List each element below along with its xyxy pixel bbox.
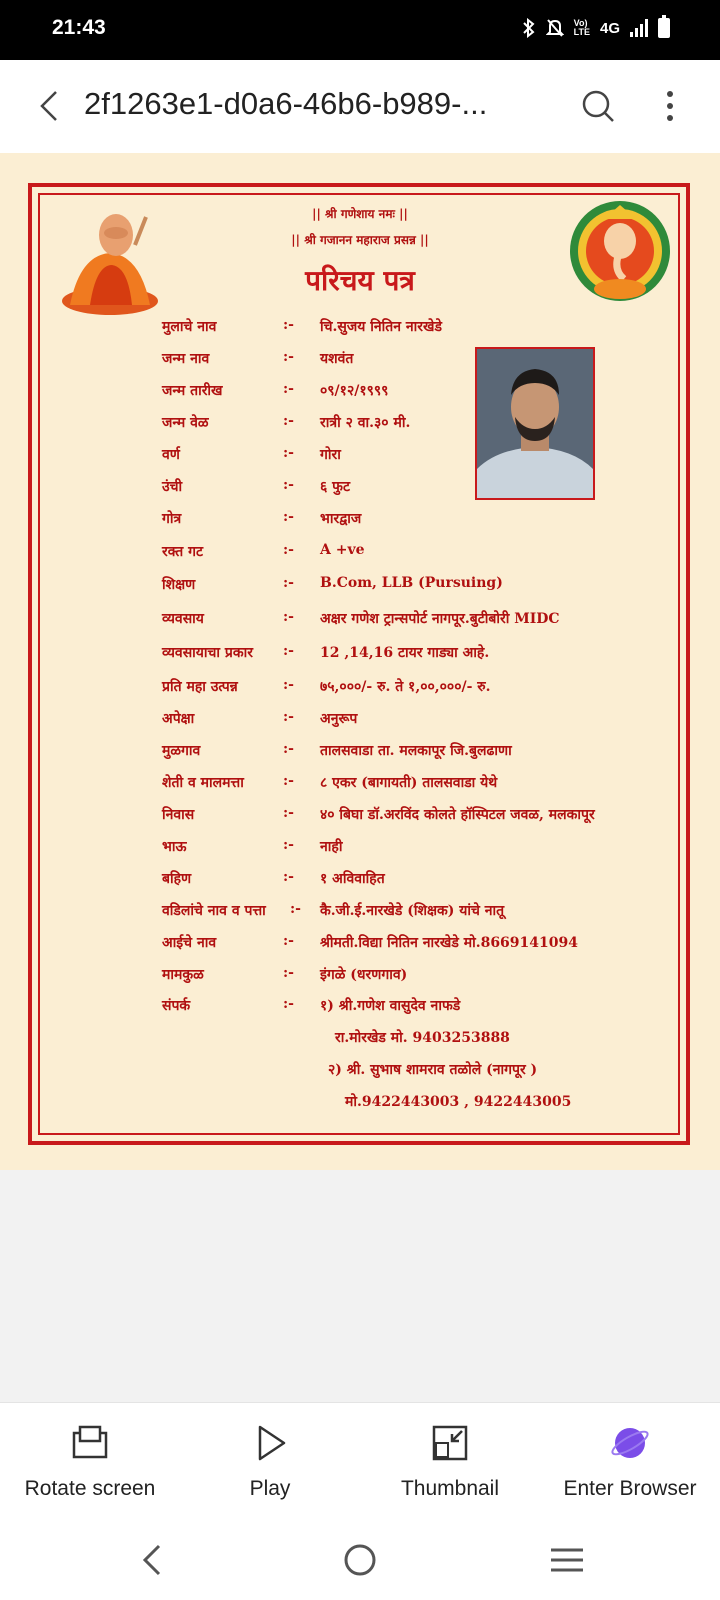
field-label: आईचे नाव — [162, 935, 217, 951]
status-time: 21:43 — [52, 16, 106, 39]
field-value: यशवंत — [320, 351, 354, 367]
field-label: मामकुळ — [162, 967, 204, 983]
field-label: वडिलांचे नाव व पत्ता — [162, 903, 266, 919]
field-value: रात्री २ वा.३० मी. — [320, 415, 411, 431]
field-separator: :- — [283, 996, 294, 1012]
field-value: ०९/१२/१९९९ — [320, 383, 389, 399]
field-label: जन्म नाव — [162, 351, 210, 367]
field-value: ८ एकर (बागायती) तालसवाडा येथे — [320, 775, 498, 791]
file-title: 2f1263e1-d0a6-46b6-b989-... — [84, 86, 488, 121]
field-separator: :- — [283, 869, 294, 885]
field-separator: :- — [283, 477, 294, 493]
field-separator: :- — [283, 542, 294, 558]
candidate-photo — [475, 347, 595, 500]
bottom-toolbar — [0, 1402, 720, 1521]
field-separator: :- — [283, 509, 294, 525]
field-separator: :- — [283, 965, 294, 981]
field-value: इंगळे (धरणगाव) — [320, 967, 408, 983]
field-value: भारद्वाज — [320, 511, 362, 527]
field-label: मुलाचे नाव — [162, 319, 217, 335]
thumbnail-label: Thumbnail — [400, 1477, 500, 1500]
field-value: A +ve — [320, 542, 365, 558]
contact-line-3: २) श्री. सुभाष शामराव तळोले (नागपूर ) — [328, 1062, 538, 1078]
rotate-screen-icon — [70, 1423, 110, 1463]
status-bar — [0, 0, 720, 60]
field-value: तालसवाडा ता. मलकापूर जि.बुलढाणा — [320, 743, 512, 759]
field-value: कै.जी.ई.नारखेडे (शिक्षक) यांचे नातू — [320, 903, 505, 919]
rotate-screen-label: Rotate screen — [24, 1477, 156, 1500]
field-label: जन्म वेळ — [162, 415, 209, 431]
field-value: नाही — [320, 839, 343, 855]
field-value: अक्षर गणेश ट्रान्सपोर्ट नागपूर.बुटीबोरी MIDC — [320, 611, 560, 627]
more-options-icon[interactable] — [650, 86, 690, 126]
field-label: व्यवसाय — [162, 611, 204, 627]
field-label: प्रति महा उत्पन्न — [162, 679, 238, 695]
play-button[interactable] — [180, 1403, 360, 1521]
field-label: गोत्र — [162, 511, 182, 527]
nav-back-icon[interactable] — [131, 1538, 175, 1582]
field-separator: :- — [283, 709, 294, 725]
field-label: उंची — [162, 479, 183, 495]
field-separator: :- — [283, 575, 294, 591]
browser-planet-icon — [610, 1423, 650, 1463]
field-label: निवास — [162, 807, 195, 823]
field-label: बहिण — [162, 871, 192, 887]
thumbnail-button[interactable] — [360, 1403, 540, 1521]
field-separator: :- — [283, 349, 294, 365]
field-separator: :- — [283, 317, 294, 333]
field-value: ६ फुट — [320, 479, 351, 495]
nav-menu-icon[interactable] — [545, 1538, 589, 1582]
status-icons — [522, 18, 670, 38]
field-label: मुळगाव — [162, 743, 201, 759]
rotate-screen-button[interactable] — [0, 1403, 180, 1521]
enter-browser-button[interactable] — [540, 1403, 720, 1521]
field-separator: :- — [283, 677, 294, 693]
network-type: 4G — [599, 19, 620, 37]
field-label: वर्ण — [162, 447, 180, 463]
field-separator: :- — [283, 933, 294, 949]
field-label: अपेक्षा — [162, 711, 195, 727]
field-label: जन्म तारीख — [162, 383, 223, 399]
field-value: १ अविवाहित — [320, 871, 385, 887]
contact-line-4: मो.9422443003 , 9422443005 — [345, 1094, 572, 1110]
field-value: B.Com, LLB (Pursuing) — [320, 575, 503, 591]
field-separator: :- — [283, 837, 294, 853]
play-icon — [250, 1423, 290, 1463]
field-label: शेती व मालमत्ता — [162, 775, 244, 791]
field-value: गोरा — [320, 447, 341, 463]
biodata-document — [0, 153, 720, 1170]
field-separator: :- — [283, 805, 294, 821]
saint-image — [50, 205, 160, 317]
field-separator: :- — [283, 741, 294, 757]
app-bar — [0, 60, 720, 154]
candidate-photo-image — [477, 349, 593, 498]
field-label: संपर्क — [162, 998, 191, 1014]
back-arrow-icon[interactable] — [32, 86, 72, 126]
nav-home-icon[interactable] — [338, 1538, 382, 1582]
field-label: रक्त गट — [162, 544, 204, 560]
signal-icon — [630, 19, 648, 37]
field-label: शिक्षण — [162, 577, 196, 593]
document-title: परिचय पत्र — [305, 264, 415, 297]
enter-browser-label: Enter Browser — [563, 1477, 697, 1500]
ganesha-image — [568, 195, 672, 307]
field-value: अनुरूप — [320, 711, 358, 727]
field-value: श्रीमती.विद्या नितिन नारखेडे मो.8669141094 — [320, 935, 578, 951]
field-value: 12 ,14,16 टायर गाड्या आहे. — [320, 645, 490, 661]
invocation-line-1: || श्री गणेशाय नमः || — [312, 207, 408, 221]
bluetooth-icon — [522, 18, 536, 38]
field-value: १) श्री.गणेश वासुदेव नाफडे — [320, 998, 461, 1014]
volte-icon: Vo) LTE — [573, 18, 590, 37]
field-separator: :- — [283, 381, 294, 397]
field-separator: :- — [283, 413, 294, 429]
contact-line-2: रा.मोरखेड मो. 9403253888 — [335, 1030, 510, 1046]
mute-bell-icon — [546, 18, 564, 38]
system-nav-bar — [0, 1520, 720, 1600]
field-separator: :- — [283, 609, 294, 625]
battery-icon — [658, 18, 670, 38]
field-label: भाऊ — [162, 839, 187, 855]
field-label: व्यवसायाचा प्रकार — [162, 645, 253, 661]
field-separator: :- — [283, 445, 294, 461]
field-separator: :- — [290, 901, 301, 917]
field-value: ४० बिघा डॉ.अरविंद कोलते हॉस्पिटल जवळ, मलकापूर — [320, 807, 595, 823]
invocation-line-2: || श्री गजानन महाराज प्रसन्न || — [291, 233, 429, 247]
thumbnail-icon — [430, 1423, 470, 1463]
field-separator: :- — [283, 773, 294, 789]
field-value: चि.सुजय नितिन नारखेडे — [320, 319, 442, 335]
field-separator: :- — [283, 643, 294, 659]
search-icon[interactable] — [578, 86, 618, 126]
field-value: ७५,०००/- रु. ते १,००,०००/- रु. — [320, 679, 491, 695]
play-label: Play — [249, 1477, 291, 1500]
